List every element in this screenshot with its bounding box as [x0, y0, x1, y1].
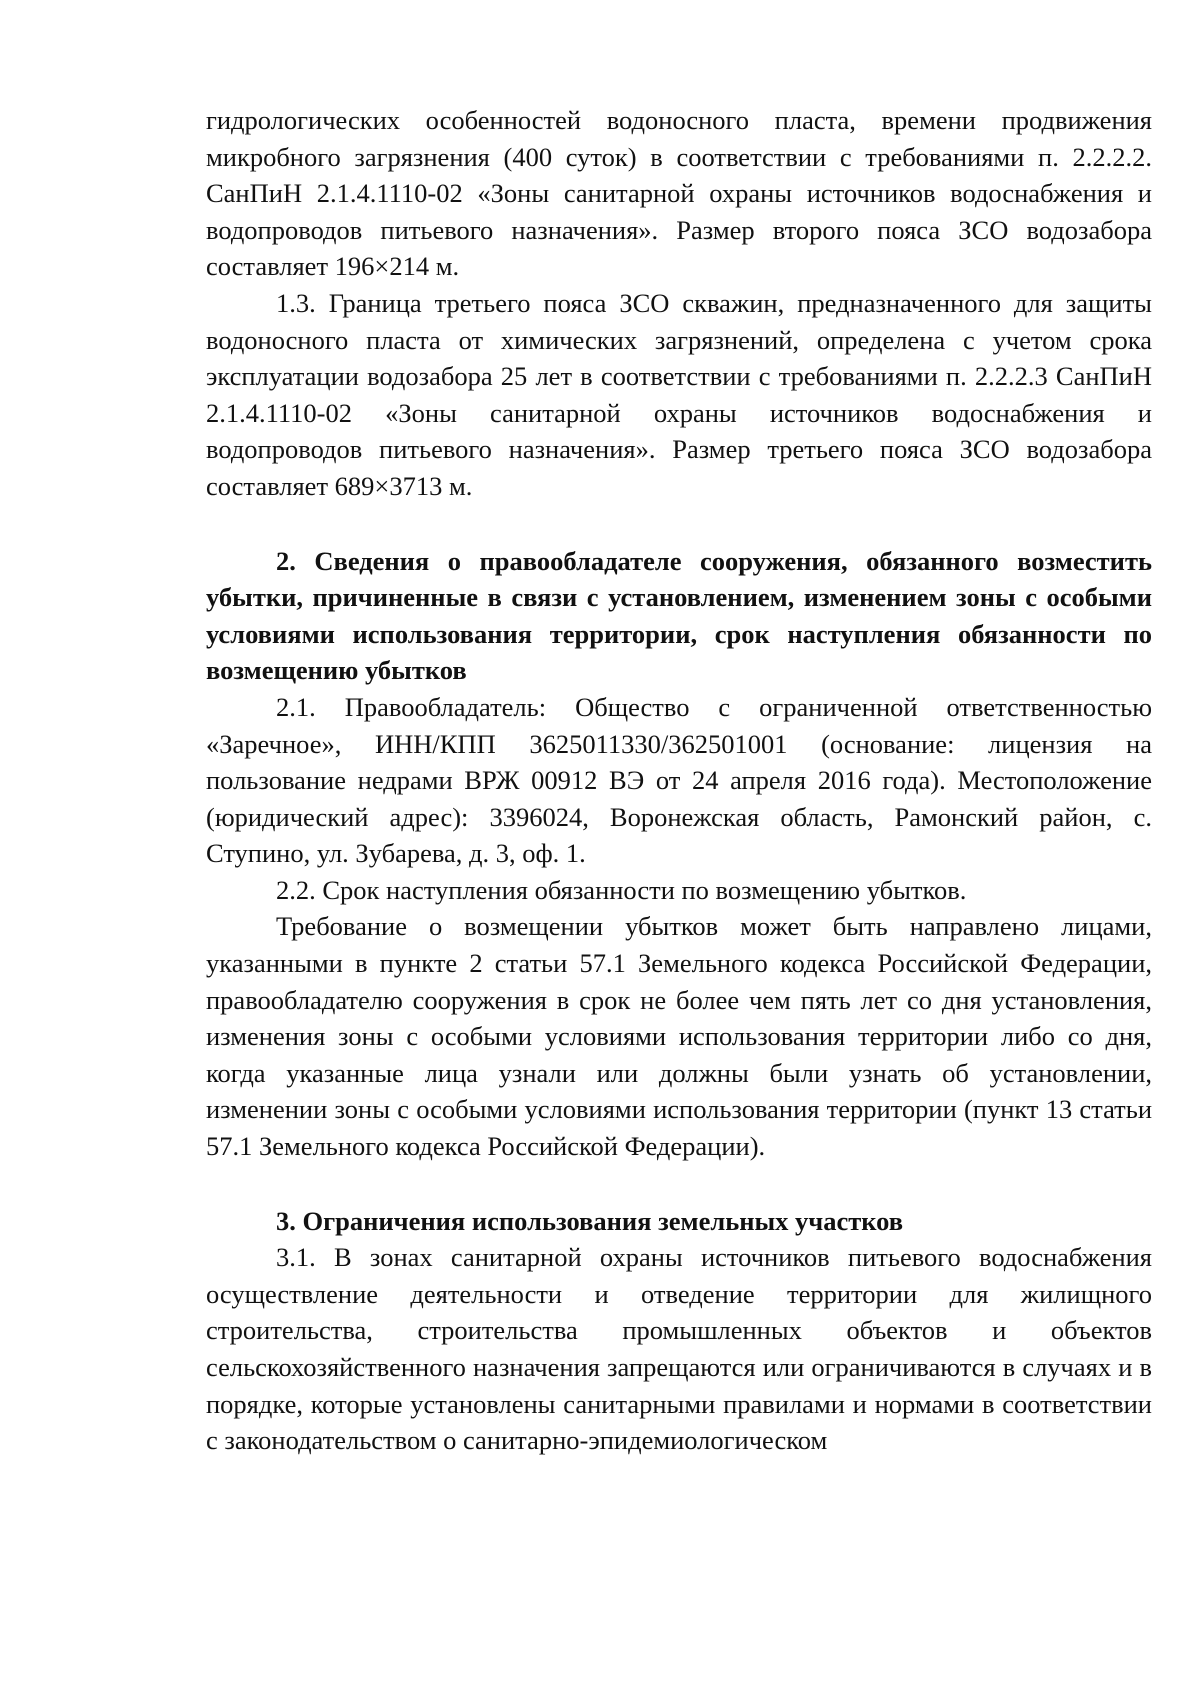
paragraph-1-3: 1.3. Граница третьего пояса ЗСО скважин, предназначенного для защиты водоносного пласта от химических загрязнений, определена с учетом срока эксплуатации водозабора 25 лет в соответствии с требованиями п. 2.2.2.3 СанПиН 2.1.4.1110-02 «Зоны санитарной охраны источников водоснабжения и водопроводов питьевого назначения». Размер третьего пояса ЗСО водозабора составляет 689×3713 м. — [206, 287, 1152, 501]
paragraph-2-2-text: Требование о возмещении убытков может быть направлено лицами, указанными в пункте 2 статьи 57.1 Земельного кодекса Российской Федерации, правообладателю сооружения в срок не более чем пять лет со дня установления, изменения зоны с особыми условиями использования территории либо со дня, когда указанные лица узнали или должны были узнать об установлении, изменении зоны с особыми условиями использования территории (пункт 13 статьи 57.1 Земельного кодекса Российской Федерации). — [206, 911, 1152, 1162]
section-3-heading: 3. Ограничения использования земельных участков — [276, 1205, 904, 1236]
section-2-heading: 2. Сведения о правообладателе сооружения, обязанного возместить убытки, причиненные в связи с установлением, изменением зоны с особыми условиями использования территории, срок наступления обязанности по возмещению убытков — [206, 545, 1152, 686]
paragraph-2-1: 2.1. Правообладатель: Общество с ограниченной ответственностью «Заречное», ИНН/КПП 3625011330/362501001 (основание: лицензия на пользование недрами ВРЖ 00912 ВЭ от 24 апреля 2016 года). Местоположение (юридический адрес): 3396024, Воронежская область, Рамонский район, с. Ступино, ул. Зубарева, д. 3, оф. 1. — [206, 691, 1152, 869]
paragraph-3-1: 3.1. В зонах санитарной охраны источников питьевого водоснабжения осуществление деятельности и отведение территории для жилищного строительства, строительства промышленных объектов и объектов сельскохозяйственного назначения запрещаются или ограничиваются в случаях и в порядке, которые установлены санитарными правилами и нормами в соответствии с законодательством о санитарно-эпидемиологическом — [206, 1242, 1152, 1456]
continuation-paragraph: гидрологических особенностей водоносного пласта, времени продвижения микробного загрязнения (400 суток) в соответствии с требованиями п. 2.2.2.2. СанПиН 2.1.4.1110-02 «Зоны санитарной охраны источников водоснабжения и водопроводов питьевого назначения». Размер второго пояса ЗСО водозабора составляет 196×214 м. — [206, 105, 1152, 282]
document-page — [206, 102, 1152, 1459]
paragraph-2-2: 2.2. Срок наступления обязанности по возмещению убытков. — [276, 874, 967, 905]
